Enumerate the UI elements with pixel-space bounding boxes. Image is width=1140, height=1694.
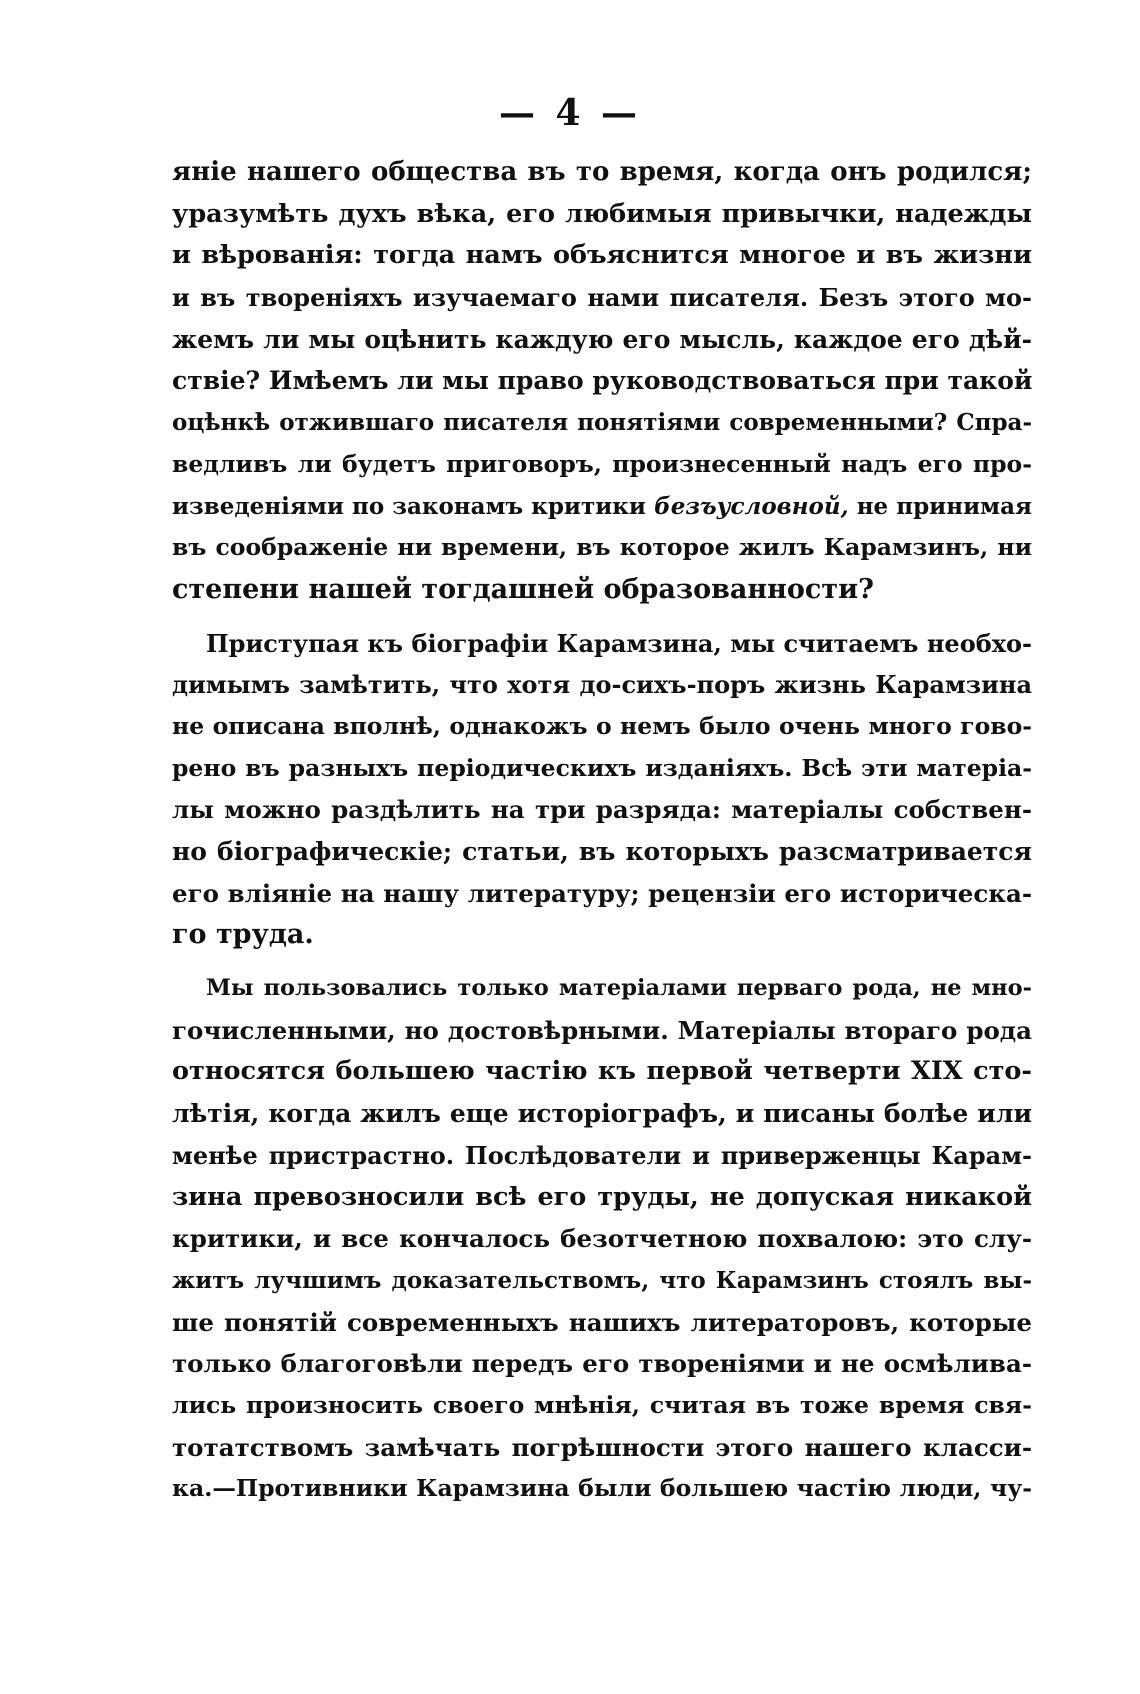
- text-line: го труда.: [172, 919, 314, 951]
- text-line: лись произносить своего мнѣнія, считая въ тоже время свя-: [172, 1390, 1032, 1419]
- text-line: Мы пользовались только матеріалами перваго рода, не мно-: [206, 975, 1032, 1002]
- text-segment: не принимая: [856, 492, 1032, 520]
- text-segment: изведеніями по законамъ критики: [172, 492, 646, 520]
- text-line: лы можно раздѣлить на три разряда: матеріалы собствен-: [172, 795, 1032, 825]
- paragraph-3: [172, 968, 1032, 1510]
- text-line: гочисленными, но достовѣрными. Матеріалы втораго рода: [172, 1015, 1032, 1045]
- text-line: ствіе? Имѣемъ ли мы право руководствоваться при такой: [172, 366, 1033, 396]
- text-line: рено въ разныхъ періодическихъ изданіяхъ. Всѣ эти матеріа-: [172, 753, 1032, 782]
- text-line: яніе нашего общества въ то время, когда онъ родился;: [172, 157, 1032, 187]
- text-line: критики, и все кончалось безотчетною похвалою: это слу-: [172, 1224, 1032, 1254]
- text-line: и вѣрованія: тогда намъ объяснится многое и въ жизни: [172, 240, 1032, 271]
- text-line: относятся большею частію къ первой четверти XIX сто-: [172, 1056, 1032, 1087]
- text-line: степени нашей тогдашней образованности?: [172, 573, 874, 605]
- text-line: и въ твореніяхъ изучаемаго нами писателя. Безъ этого мо-: [172, 283, 1032, 313]
- paragraph-1: [172, 152, 1032, 611]
- text-line: ше понятій современныхъ нашихъ литераторовъ, которые: [172, 1307, 1032, 1337]
- text-line-mixed: [172, 486, 1032, 528]
- text-line: менѣе пристрастно. Послѣдователи и приверженцы Карам-: [172, 1140, 1032, 1170]
- text-line: лѣтія, когда жилъ еще исторіографъ, и писаны болѣе или: [172, 1099, 1032, 1129]
- text-line: Приступая къ біографіи Карамзина, мы считаемъ необхо-: [206, 628, 1032, 658]
- text-line: димымъ замѣтить, что хотя до-сихъ-поръ жизнь Карамзина: [172, 670, 1032, 700]
- italic-word: безъусловной,: [654, 492, 849, 520]
- page-number: — 4 —: [498, 92, 642, 134]
- text-line: не описана вполнѣ, однакожъ о немъ было очень много гово-: [172, 711, 1032, 740]
- text-line: зина превозносили всѣ его труды, не допуская никакой: [172, 1181, 1032, 1212]
- text-line: его вліяніе на нашу литературу; рецензіи его историческа-: [172, 878, 1032, 908]
- paragraph-2: [172, 623, 1032, 957]
- text-line: въ соображеніе ни времени, въ которое жилъ Карамзинъ, ни: [172, 533, 1032, 562]
- text-line: жемъ ли мы оцѣнить каждую его мысль, каждое его дѣй-: [172, 324, 1032, 354]
- text-line: уразумѣть духъ вѣка, его любимыя привычки, надежды: [172, 198, 1032, 229]
- text-line: но біографическіе; статьи, въ которыхъ разсматривается: [172, 837, 1032, 866]
- text-line: тотатствомъ замѣчать погрѣшности этого нашего класси-: [172, 1432, 1032, 1462]
- text-line: только благоговѣли передъ его твореніями и не осмѣлива-: [172, 1349, 1032, 1379]
- body-text: [172, 152, 1032, 1510]
- text-line: ведливъ ли будетъ приговоръ, произнесенный надъ его про-: [172, 449, 1032, 478]
- text-line: ка.—Противники Карамзина были большею частію люди, чу-: [172, 1474, 1032, 1503]
- text-line: оцѣнкѣ отжившаго писателя понятіями современными? Спра-: [172, 409, 1032, 437]
- text-line: житъ лучшимъ доказательствомъ, что Карамзинъ стоялъ вы-: [172, 1266, 1032, 1294]
